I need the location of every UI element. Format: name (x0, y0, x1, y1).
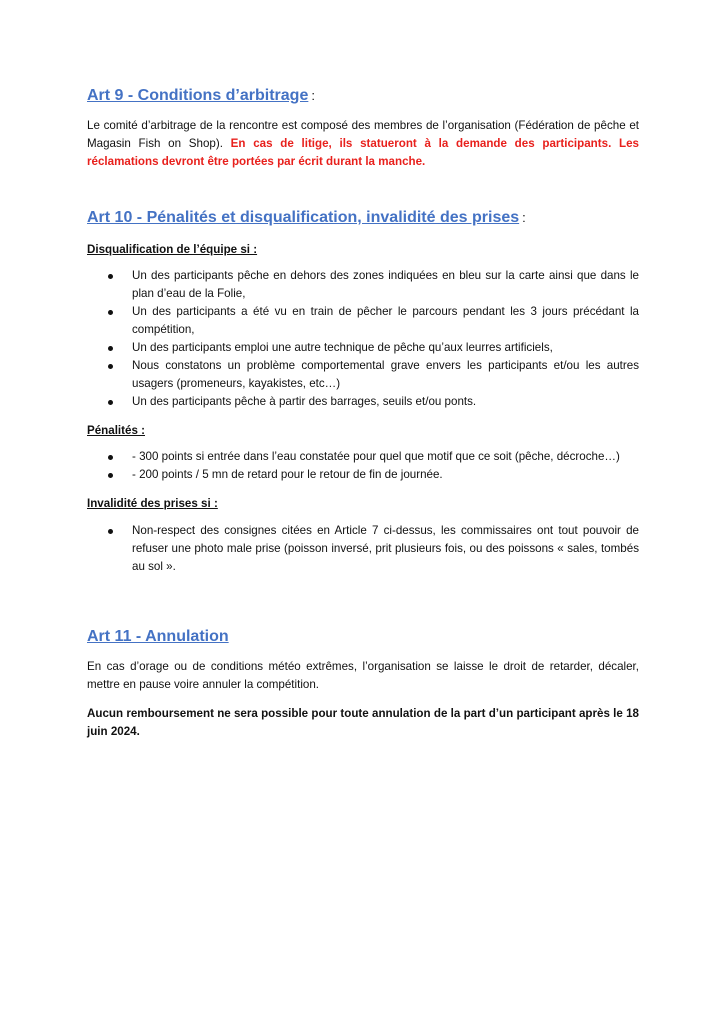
disqualification-label: Disqualification de l’équipe si : (87, 243, 258, 256)
art9-colon: : (311, 88, 315, 103)
bullet-icon (108, 310, 113, 315)
list-item-text: - 200 points / 5 mn de retard pour le retour de fin de journée. (132, 468, 443, 481)
list-item (87, 522, 639, 576)
list-item-text: Un des participants emploi une autre technique de pêche qu’aux leurres artificiels, (132, 341, 553, 354)
bullet-icon (108, 473, 113, 478)
art9-title: Art 9 - Conditions d’arbitrage (87, 87, 309, 104)
art9-paragraph (87, 117, 639, 171)
list-item (87, 393, 639, 411)
invalidite-label: Invalidité des prises si : (87, 497, 218, 510)
art11-heading (87, 627, 229, 647)
art11-paragraph: En cas d’orage ou de conditions météo extrêmes, l’organisation se laisse le droit de retarder, décaler, mettre en pause voire annuler la compétition. (87, 660, 639, 691)
list-item (87, 357, 639, 393)
list-item-text: Un des participants pêche à partir des barrages, seuils et/ou ponts. (132, 395, 477, 408)
art11-title: Art 11 - Annulation (87, 628, 229, 645)
list-item (87, 466, 639, 484)
list-item (87, 339, 639, 357)
bullet-icon (108, 364, 113, 369)
bullet-icon (108, 346, 113, 351)
bullet-icon (108, 400, 113, 405)
list-item (87, 303, 639, 339)
list-item-text: Nous constatons un problème comportemental grave envers les participants et/ou les autres usagers (promeneurs, kayakistes, etc…) (132, 359, 639, 390)
penalites-label: Pénalités : (87, 424, 145, 437)
disqualification-list (87, 267, 639, 411)
art9-heading (87, 86, 315, 106)
list-item (87, 267, 639, 303)
list-item-text: - 300 points si entrée dans l’eau constatée pour quel que motif que ce soit (pêche, décroche…) (132, 450, 620, 463)
list-item-text: Non-respect des consignes citées en Article 7 ci-dessus, les commissaires ont tout pouvoir de refuser une photo male prise (poisson inversé, prit plusieurs fois, ou des poissons « sales, tombés au sol ». (132, 524, 639, 573)
art9-alert-text: En cas de litige, ils statueront à la demande des participants. Les réclamations devront être portées par écrit durant la manche. (87, 137, 639, 168)
bullet-icon (108, 455, 113, 460)
art10-title: Art 10 - Pénalités et disqualification, invalidité des prises (87, 209, 520, 226)
list-item (87, 448, 639, 466)
penalites-list (87, 448, 639, 484)
art9-text: Le comité d’arbitrage de la rencontre est composé des membres de l’organisation (Fédération de pêche et Magasin Fish on Shop). (87, 119, 639, 150)
art11-refund-notice: Aucun remboursement ne sera possible pour toute annulation de la part d’un participant après le 18 juin 2024. (87, 707, 639, 738)
list-item-text: Un des participants a été vu en train de pêcher le parcours pendant les 3 jours précédant la compétition, (132, 305, 639, 336)
invalidite-list (87, 522, 639, 576)
art10-colon: : (522, 210, 526, 225)
bullet-icon (108, 529, 113, 534)
art10-heading (87, 208, 526, 228)
list-item-text: Un des participants pêche en dehors des zones indiquées en bleu sur la carte ainsi que dans le plan d’eau de la Folie, (132, 269, 639, 300)
bullet-icon (108, 274, 113, 279)
